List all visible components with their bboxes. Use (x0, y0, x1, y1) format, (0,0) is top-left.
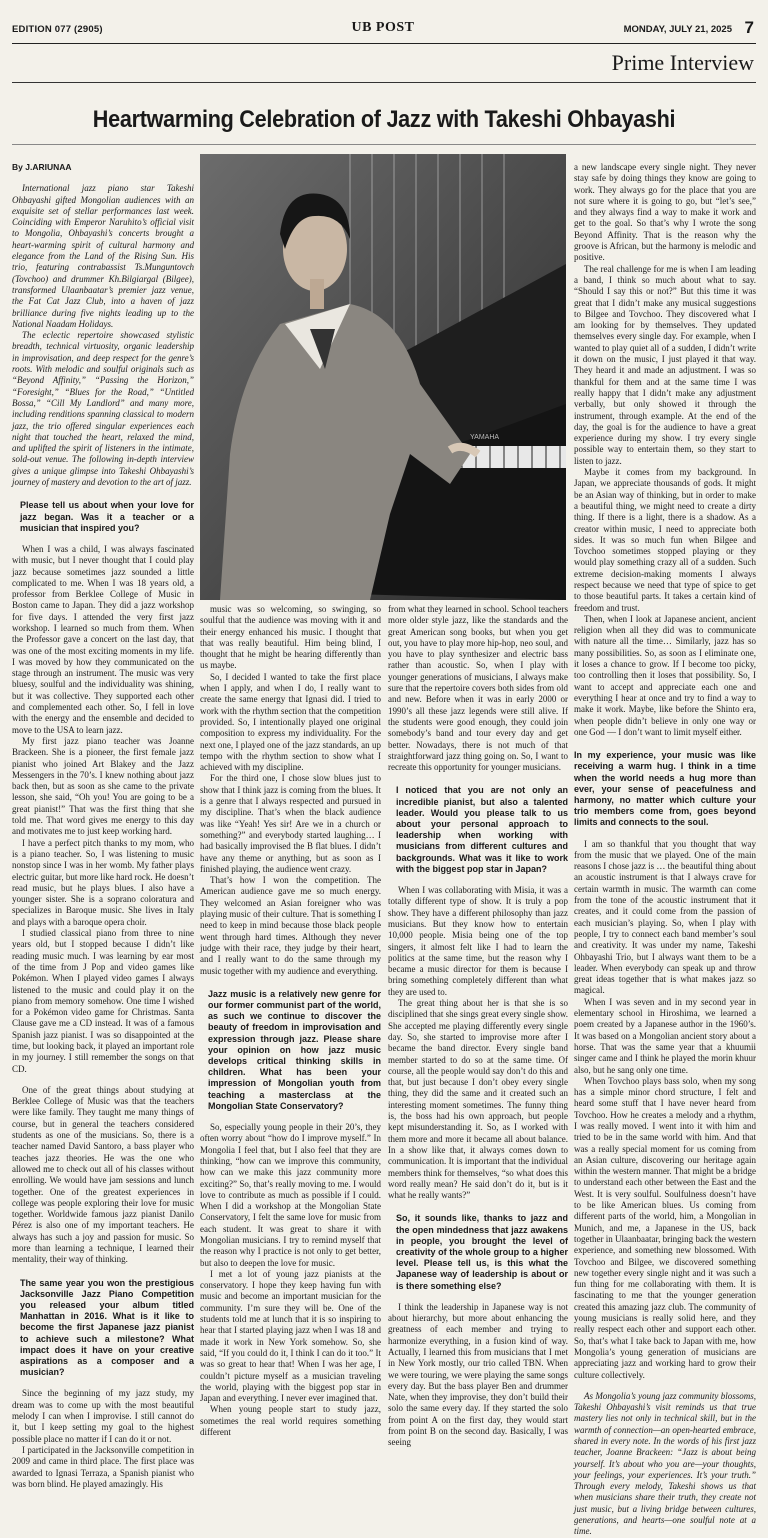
question-2: The same year you won the prestigious Jacksonville Jazz Piano Competition you released your album titled Manhattan in 2016. What is it like to become the first Japanese jazz pianist to achieve such a milestone? What impact does it have on your creative aspirations as a composer and a musician? (20, 1277, 194, 1378)
answer-paragraph: My first jazz piano teacher was Joanne Brackeen. She is a pioneer, the first female jazz pianist who joined Art Blakey and the Jazz Messengers in the 70’s. I knew nothing about jazz back then, but as soon as she came to the private lesson, she said, “Oh you! You are going to be a great pianist!” That was the first thing that she told me. That word gives me energy to this day and motivates me to just keep working hard. (12, 735, 194, 837)
closing-paragraph: As Mongolia’s young jazz community blossoms, Takeshi Ohbayashi’s visit reminds us that true mastery lies not only in technical skill, but in the warmth of connection—an open-hearted embrace, shared in every note. In the words of his first jazz teacher, Joanne Brackeen: “Jazz is about being yourself. It’s about who you are—your thoughts, your feelings, your experiences. It’s your truth.” Through every melody, Takeshi shows us that when musicians share their truth, they create not just music, but a living bridge between cultures, generations, and hearts—one soulful note at a time. (574, 1390, 756, 1537)
answer-paragraph: music was so welcoming, so swinging, so soulful that the audience was moving with it and their energy enhanced his music. I thought that that was really beautiful. Him being blind, I thought that he might be hearing differently than us maybe. (200, 604, 381, 671)
masthead (12, 18, 754, 40)
question-5: So, it sounds like, thanks to jazz and the open mindedness that jazz awakens in people, you brought the level of creativity of the whole group to a higher level. Please tell us, is this what the Japanese way of leadership is about or is there something else? (396, 1213, 568, 1291)
answer-paragraph: So, I decided I wanted to take the first place when I apply, and when I do, I really want to create the same energy that Ignasi did. I tried to work with the rhythm section that the competition provided. So, I intentionally played one original composition to express my individuality. For the next one, I played one of the jazz standards, an up tempo with the rhythm section to show what I achieved with my discipline. (200, 671, 381, 773)
page-number: 7 (744, 18, 754, 37)
answer-paragraph: When I was collaborating with Misia, it was a totally different type of show. It is truly a pop show. They have a different philosophy than jazz musicians. But they know how to entertain 10,000 people. Misia being one of the top singers, it almost felt like I had to learn the politics at the same time, but the reason why I became a music director for them is because I bring something completely different than what they are used to. (388, 885, 568, 997)
answer-paragraph: When young people start to study jazz, sometimes the real world requires something different (200, 1404, 381, 1438)
answer-paragraph: The great thing about her is that she is so disciplined that she sings great every single show. She accepted me playing differently every single day. So, she started to improvise more after I became the band director. Every single band member started to do so at the same time. Of course, all the people would say don’t do this and that, but just because I don’t obey every single thing, they did the same and it created such an interesting moment sometimes. The funny thing is, the boss had his own approach, but people kept misunderstanding it. So, as I worked with them more and more it became all about balance. In a show like that, it always comes down to communication. It is important that the individual members think for themselves, “so what does this word really mean? He said don’t do it, but is it what he really wants?” (388, 998, 568, 1201)
section-rule (12, 82, 756, 83)
intro-paragraph: International jazz piano star Takeshi Ohbayashi gifted Mongolian audiences with an exquisite set of stellar performances last week. Coinciding with Emperor Naruhito’s official visit to Mongolia, Ohbayashi’s concerts brought a heart-warming spirit of cultural harmony and elegance from the Land of the Rising Sun. His trio, featuring contrabassist Ts.Munguntovch (Tovchoo) and drummer Kh.Bilgiargal (Bilgee), transformed Ulaanbaatar’s premier jazz venue, the Fat Cat Jazz Club, into a haven of jazz brilliance during five nights leading up to the National Naadam Holidays. (12, 183, 194, 329)
answer-paragraph: One of the great things about studying at Berklee College of Music was that the teachers were like family. They taught me many things of course, but in general the teachers considered students as one of the musicians. So, there is a teacher named David Santoro, a bass player who teaches jazz theories. He was the one who allowed me to check out all of his classes without enrolling. We would have jam sessions and lunch together. One of the greatest experiences in college was people exploring their love for music together. Worldwide famous jazz pianist Danilo Pérez is also one of my important teachers. He always has such a joy and passion for music. So more than learning a technique, I learned their mentality, their way of thinking. (12, 1084, 194, 1265)
section-title: Prime Interview (611, 50, 754, 75)
answer-paragraph: I have a perfect pitch thanks to my mom, who is a piano teacher. So, I was listening to music nonstop since I was in her womb. My father plays electric guitar, but more like hard rock. He doesn’t read music, but he plays blues. I also have a younger sister. She is a soprano coloratura and specializes in Baroque music. She lives in Italy and plays with a baroque opera choir. (12, 837, 194, 927)
answer-paragraph: a new landscape every single night. They never stay safe by doing things they know are going to work. They always go for the place that you are not sure where it is going to go, but “let’s see,” and they always find a way to make it work and get to the goal. So that’s why I wrote the song Beyond Affinity. That is the reason why the groove is African, but the harmony is melodic and positive. (574, 162, 756, 263)
answer-paragraph: from what they learned in school. School teachers more older style jazz, like the standards and the great American song books, but when you get out, you have to play more hip-hop, neo soul, and you have to play synthesizer and electric bass rather than acoustic. So, when I play with younger generations of musicians, I always make sure that the repertoire covers both sides from old and new. Before when it was in early 2000 or 1990’s all these jazz legends were still alive. If the students were good enough, they could join somebody’s band and tour every day and get better. Nowadays, there is not much of that straightforward jazz thing going on. So, I want to recreate this opportunity for younger musicians. (388, 604, 568, 773)
headline-rule (12, 144, 756, 145)
answer-paragraph: That’s how I won the competition. The American audience gave me so much energy. They welcomed an Asian foreigner who was playing music of their culture. That is something I need to keep in mind because those black people went through hard times. Although they never judge with their race, they judge by their heart, and I really want to do the same through my music together with my audience and everything. (200, 875, 381, 976)
pianist-at-grand-piano-photo-icon (200, 154, 566, 600)
intro-paragraph: The eclectic repertoire showcased stylistic breadth, technical virtuosity, organic leadership in improvisation, and deep respect for the genre’s roots. With melodic and soulful originals such as “Beyond Affinity,” “Passing the Horizon,” “Foresight,” “Blues for the Road,” “Untitled Bossa,” “Cill My Landlord” and many more, including renditions spanning classical to modern jazz, the trio offered singular experiences each night that touched the heart, relaxed the mind, and uplifted the spirit of listeners in the intimate, sold-out venue. The following in-depth interview gives a unique glimpse into Takeshi Ohbayashi’s journey of mastery and devotion to the art of jazz. (12, 330, 194, 488)
headline: Heartwarming Celebration of Jazz with Takeshi Ohbayashi (92, 106, 676, 133)
column-2 (200, 604, 381, 1438)
question-3: Jazz music is a relatively new genre for our former communist part of the world, as such we continue to discover the beauty of freedom in improvisation and expression through jazz. Please share your opinion on how jazz music develops critical thinking skills in children. What has been your impression of Mongolian youth from teaching a masterclass at the Mongolian State Conservatory? (208, 988, 381, 1111)
answer-paragraph: I met a lot of young jazz pianists at the conservatory. I hope they keep having fun with music and become an important musician for the community. I’m sure they will be. One of the students told me at lunch that it is so inspiring to hear that I started playing jazz when I was 18 and made it work in New York somehow. So, she said, “If you could do it, I think I can do it too.” It was so great to hear that! When I was her age, I couldn’t picture myself as a musician traveling the world, playing with the biggest pop star in Japan and everything. I never ever imagined that. (200, 1268, 381, 1404)
pianist-photo (200, 154, 566, 600)
answer-paragraph: Maybe it comes from my background. In Japan, we appreciate thousands of gods. It might be an Asian way of thinking, but in order to make a beautiful thing, we might need to create a dirty thing. If there is a light, there is a shadow. As a creator within music, I need to appreciate both sides. It was so much fun when Bilgee and Tovchoo sometimes stopped playing or they would play something crazy all of a sudden. Such extreme decision-making moments I always respect because we need that type of spice to get to those beautiful parts. It takes a certain kind of freedom and trust. (574, 467, 756, 613)
masthead-rule (12, 43, 756, 44)
answer-paragraph: When I was seven and in my second year in elementary school in Hiroshima, we learned a poem created by a Japanese author in the 1960’s. It was based on a Mongolian ancient story about a horse. That was the same year that a khuumii singer came and I think he played the morin khuur also, but he sang only one time. (574, 996, 756, 1075)
byline: By J.ARIUNAA (12, 162, 72, 172)
column-4 (574, 162, 756, 1537)
answer-paragraph: I studied classical piano from three to nine years old, but I stopped because I didn’t like reading music much. I was learning by ear most of the time from J Pop and video games like Pokémon. When I played video games I always listened to the music and could play it on the piano from memory somehow. One time I wished for a Pokémon video game for Christmas. Santa Clause gave me a CD instead. It was of a famous Spanish jazz pianist. I was so disappointed at the time, but looking back, it played an important role in my journey. I still remember the songs on that CD. (12, 928, 194, 1074)
issue-date: MONDAY, JULY 21, 2025 (623, 24, 732, 35)
column-3 (388, 604, 568, 1448)
answer-paragraph: I participated in the Jacksonville competition in 2009 and came in third place. The first place was awarded to Ignasi Terraza, a Spanish pianist who was born blind. He played amazingly. His (12, 1444, 194, 1489)
answer-paragraph: So, especially young people in their 20’s, they often worry about “how do I improve myself.” In Mongolia I feel that, but I also feel that they are thinking, “how can we improve this community, how can we make this jazz community more exciting?” So, that’s really moving to me. I would love to contribute as much as possible if I could. When I did a workshop at the Mongolian State Conservatory, I felt the same love for music from each student. It was great to share it with Mongolian musicians. I try to remind myself that the reason why I practice is not only to get better, but also to deepen the love for music. (200, 1122, 381, 1268)
answer-paragraph: The real challenge for me is when I am leading a band, I think so much about what to say. “Should I say this or not?” But this time it was great that I didn’t make any musical suggestions to Bilgee and Tovchoo. They discovered what I am looking for by themselves. They updated themselves every single day. For example, when I wanted to play quiet all of a sudden, I didn’t write it down on the music, I just played it that way. They heard it and made an adjustment. I was so thankful for them and at the same time I was really happy that I didn’t make any adjustment verbally, but only showed it through the instrument, through example. At the end of the day, the goal is for the audience to have a great experience during my show. I try every single possible way to entertain them, so they start to listen to jazz. (574, 263, 756, 466)
answer-paragraph: I think the leadership in Japanese way is not about hierarchy, but more about enhancing the greatness of each member and trying to harmonize everything, in a fusion kind of way. Actually, I learned this from musicians that I met in New York mostly, our trio called TBN. When we were touring, we were playing the same songs every day. But the bass player Ben and drummer Nate, when they improvise, they don’t build their solo the same every day. If they started the solo from point A on the first day, they would start from point B on the second day. Basically, I was seeing (388, 1301, 568, 1448)
brand-name: UB POST (351, 20, 415, 35)
answer-paragraph: When Tovchoo plays bass solo, when my song has a simple minor chord structure, I felt and heard some stuff that I have never heard from Tovchoo. How he creates a melody and a rhythm, I was really moved. I went into it with him and tried to be in the same world with him. And that was a really special moment for us coming from an Asian culture, discovering our heritage again within the western manner. That might be a bridge to understand each other between the East and the West. It is very soulful. Soulfulness doesn’t have to be like American blues. Us coming from different parts of the world, him, a Mongolian in Munich, and me, a Japanese in the US, back together in Ulaanbaatar, bringing back the western experience, and something new blossomed. With Tovchoo and Bilgee, we discovered something new together every single night and it was such a fun thing for me collaborating with them. It is fascinating to me that the younger generation created this amazing jazz club. The community of young musicians is really solid here, and they really respect each other and support each other. So, that’s what I take back to Japan with me, how Mongolia’s young generation of musicians are appreciating jazz and working hard to grow their culture collectively. (574, 1075, 756, 1380)
intro (12, 183, 194, 488)
question-1: Please tell us about when your love for jazz began. Was it a teacher or a musician that inspired you? (20, 500, 194, 533)
answer-paragraph: Since the beginning of my jazz study, my dream was to come up with the most beautiful melody I can when I improvise. I still cannot do it, but I keep setting my goal to the highest possible place no matter if I can do it or not. (12, 1388, 194, 1444)
answer-paragraph: For the third one, I chose slow blues just to show that I think jazz is coming from the blues. It is a genre that I always respected and pursued in my discipline. That’s when the black audience was like “Yeah! Yes sir! Are we in a church or something?” and everybody started laughing… I had basically improvised the B flat blues. I didn’t have any theme or anything, but as soon as I finished playing, the audience went crazy. (200, 773, 381, 874)
column-1 (12, 162, 194, 1489)
answer-paragraph: Then, when I look at Japanese ancient, ancient religion when all they did was to communicate with nature all the time… Similarly, jazz has so many possibilities. So, as soon as I eliminate one, it loses a chance to grow. If I become too picky, too controlling then it loses that possibility. So, I want to accept and appreciate each one and everything I hear at once and try to find a way to make it work. Maybe, like before the Shinto era, when people didn’t believe in only one way or one God — I don’t want to limit myself either. (574, 613, 756, 737)
question-4: I noticed that you are not only an incredible pianist, but also a talented leader. Would you please talk to us about your personal approach to leadership when working with musicians from different cultures and backgrounds. What was it like to work with the biggest pop star in Japan? (396, 785, 568, 874)
answer-paragraph: I am so thankful that you thought that way from the music that we played. One of the main reasons I chose jazz is … the beautiful thing about an acoustic instrument is that I always crave for certain warmth in music. The warmth can come from the tone of the acoustic instrument that it creates, and it could come from the passion of each musician’s playing. So, when I play with people, I try to connect each band member’s soul and creativity. It was under my name, Takeshi Ohbayashi Trio, but I always want them to be a leader. When everybody can speak up and throw great ideas together that is what makes jazz so magical. (574, 838, 756, 996)
question-6: In my experience, your music was like receiving a warm hug. I think in a time when the world needs a hug more than ever, your sense of peacefulness and harmony, no matter which culture your trio members come from, goes beyond limits and connects to the soul. (574, 750, 756, 828)
edition-number: EDITION 077 (2905) (12, 24, 103, 35)
answer-paragraph: When I was a child, I was always fascinated with music, but I never thought that I could play jazz because sometimes jazz sounded a little complicated to me. When I was 18 years old, a professor from Berklee College of Music in Boston came to Japan. They did a jazz workshop for five days. I attended the very first jazz workshop. I learned so much from them. When the Professor gave a concert on the last day, that was one of the most exciting moments in my life. I was moved by how they communicated on the stage through an instrument. The music was very bluesy, soulful and the individuality was shining, but it was collective. They supported each other and complemented each other. So, I fell in love with the energy and the ensemble and decided to move to the USA to learn jazz. (12, 543, 194, 735)
piano-brand-label: YAMAHA (470, 434, 500, 441)
